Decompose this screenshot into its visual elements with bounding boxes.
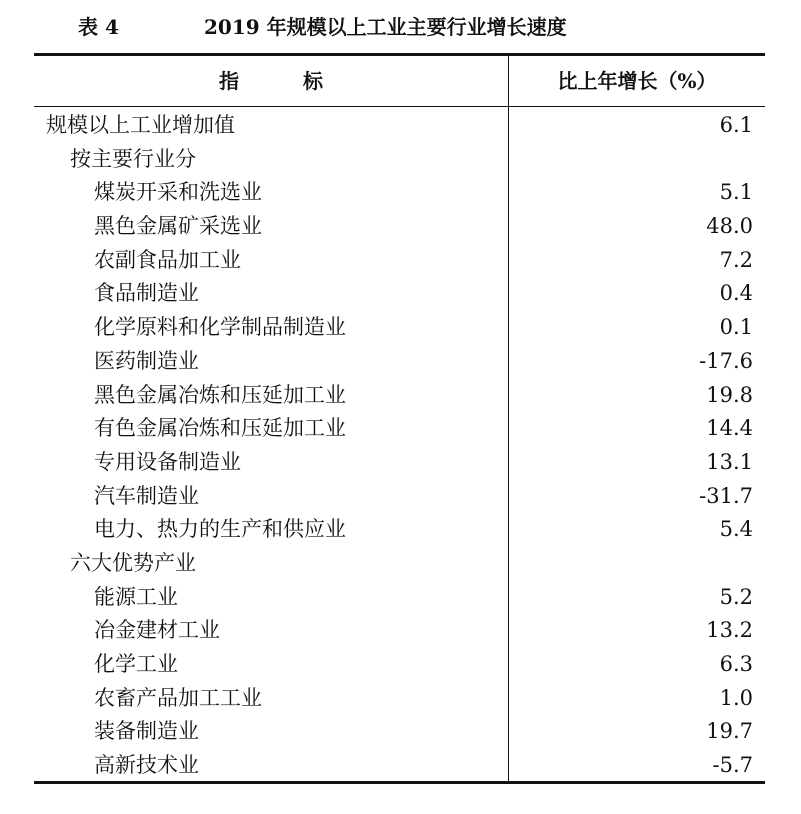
row-value: 5.1 <box>719 180 753 205</box>
table-row <box>34 210 765 244</box>
row-label: 电力、热力的生产和供应业 <box>94 517 346 542</box>
row-value: 19.7 <box>706 719 753 744</box>
table-row <box>34 547 765 581</box>
table-row <box>34 143 765 177</box>
row-label: 能源工业 <box>94 584 178 609</box>
table-row <box>34 749 765 783</box>
table-body <box>34 109 765 783</box>
row-label: 黑色金属冶炼和压延加工业 <box>94 382 346 407</box>
row-label: 农畜产品加工工业 <box>94 685 262 710</box>
row-value: 14.4 <box>706 416 753 441</box>
table-row <box>34 648 765 682</box>
table-number: 表 4 <box>78 15 119 39</box>
header-indicator: 指标 <box>219 69 387 93</box>
table-title: 2019 年规模以上工业主要行业增长速度 <box>204 15 567 39</box>
row-label: 冶金建材工业 <box>94 618 220 643</box>
row-label: 煤炭开采和洗选业 <box>94 180 262 205</box>
row-label: 按主要行业分 <box>70 146 196 171</box>
table-row <box>34 513 765 547</box>
table-row <box>34 614 765 648</box>
table-row <box>34 412 765 446</box>
row-value: 0.4 <box>719 281 753 306</box>
table-row <box>34 379 765 413</box>
row-label: 规模以上工业增加值 <box>46 113 235 137</box>
table-row <box>34 480 765 514</box>
row-value: 13.1 <box>706 449 753 474</box>
row-value: 5.2 <box>719 584 753 609</box>
table-row <box>34 109 765 143</box>
row-value: 5.4 <box>719 517 753 542</box>
data-table <box>34 53 765 784</box>
table-caption <box>0 10 801 44</box>
row-value: 19.8 <box>706 382 753 407</box>
row-label: 黑色金属矿采选业 <box>94 214 262 239</box>
row-value: -17.6 <box>699 348 753 373</box>
row-value: 6.3 <box>719 652 753 676</box>
row-label: 高新技术业 <box>94 753 199 778</box>
row-value: 1.0 <box>719 685 753 710</box>
row-label: 医药制造业 <box>94 348 199 373</box>
table-header <box>34 56 765 107</box>
row-label: 农副食品加工业 <box>94 247 241 272</box>
row-value: 13.2 <box>706 618 753 643</box>
table-row <box>34 682 765 716</box>
row-value: 0.1 <box>719 315 753 340</box>
row-label: 食品制造业 <box>94 281 199 306</box>
row-value: 7.2 <box>719 247 753 272</box>
table-row <box>34 345 765 379</box>
row-label: 六大优势产业 <box>70 550 196 575</box>
table-row <box>34 715 765 749</box>
row-label: 专用设备制造业 <box>94 449 241 474</box>
row-value: 48.0 <box>706 214 753 239</box>
row-label: 化学工业 <box>94 652 178 676</box>
row-value: 6.1 <box>719 113 753 137</box>
table-row <box>34 277 765 311</box>
row-label: 化学原料和化学制品制造业 <box>94 315 346 340</box>
header-growth: 比上年增长（%） <box>557 69 717 93</box>
row-label: 装备制造业 <box>94 719 199 744</box>
row-label: 有色金属冶炼和压延加工业 <box>94 416 346 441</box>
table-row <box>34 446 765 480</box>
table-row <box>34 244 765 278</box>
row-label: 汽车制造业 <box>94 483 199 508</box>
row-value: -31.7 <box>699 483 753 508</box>
table-row <box>34 581 765 615</box>
row-value: -5.7 <box>712 753 753 778</box>
table-row <box>34 311 765 345</box>
table-row <box>34 176 765 210</box>
